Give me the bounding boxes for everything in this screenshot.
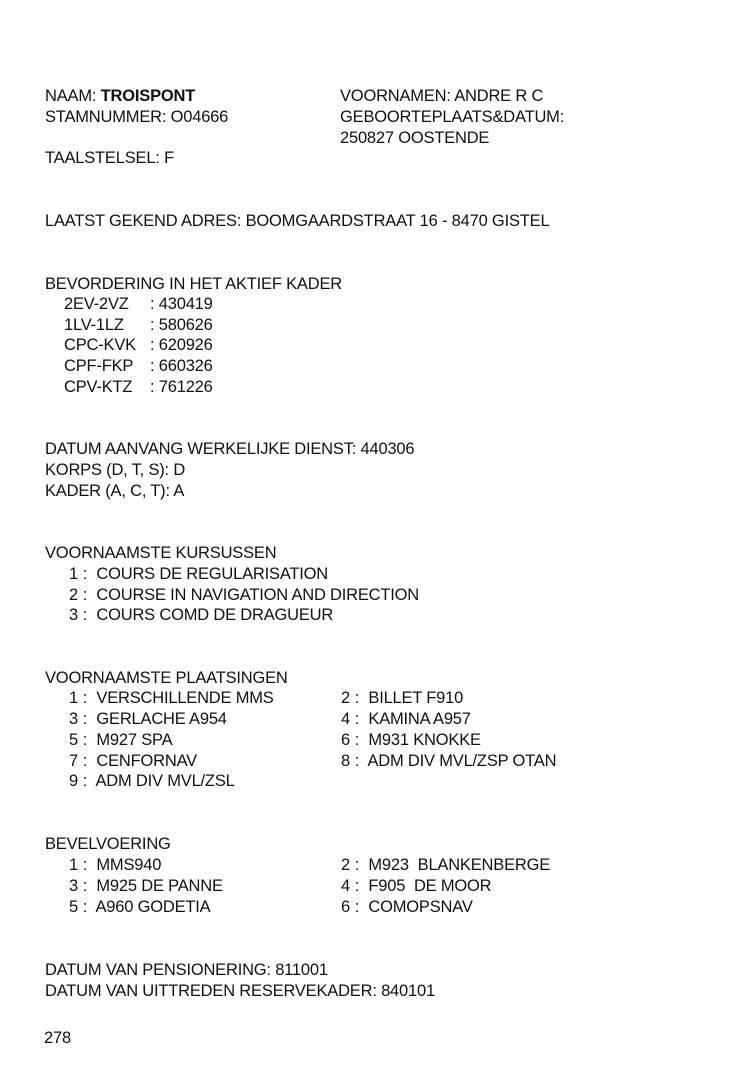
bevelvoering-item: 6: COMOPSNAV: [341, 898, 473, 916]
bevordering-item: 1LV-1LZ : 580626: [64, 316, 213, 334]
bevelvoering-item: 5: A960 GODETIA: [69, 898, 211, 916]
bevordering-date: 660326: [158, 357, 213, 375]
naam-label: NAAM:: [45, 87, 97, 105]
plaatsing-item: 5: M927 SPA: [69, 731, 173, 749]
plaatsing-item: 1: VERSCHILLENDE MMS: [69, 689, 274, 707]
geboorte-value: 250827 OOSTENDE: [340, 129, 490, 147]
bevordering-date: 761226: [158, 378, 213, 396]
bevordering-date: 580626: [158, 316, 213, 334]
bevordering-code: CPF-FKP: [64, 357, 134, 375]
bevordering-item: CPF-FKP : 660326: [64, 357, 213, 375]
page-number: 278: [44, 1029, 71, 1047]
plaatsing-item: 9: ADM DIV MVL/ZSL: [69, 772, 235, 790]
plaatsing-item: 6: M931 KNOKKE: [341, 731, 481, 749]
taalstelsel: TAALSTELSEL: F: [45, 149, 174, 167]
geboorte-label: GEBOORTEPLAATS&DATUM:: [340, 108, 565, 126]
bevelvoering-item: 4: F905 DE MOOR: [341, 877, 492, 895]
naam-line: [45, 86, 195, 106]
bevelvoering-heading: BEVELVOERING: [45, 835, 171, 853]
kursus-item: 3: COURS COMD DE DRAGUEUR: [69, 606, 334, 624]
bevordering-date: 430419: [158, 295, 213, 313]
kursus-item: 1: COURS DE REGULARISATION: [69, 565, 329, 583]
plaatsing-item: 2: BILLET F910: [341, 689, 464, 707]
bevordering-item: 2EV-2VZ : 430419: [64, 295, 213, 313]
stamnummer: STAMNUMMER: O04666: [45, 108, 229, 126]
plaatsing-item: 7: CENFORNAV: [69, 752, 197, 770]
plaatsing-item: 4: KAMINA A957: [341, 710, 471, 728]
bevordering-code: CPC-KVK: [64, 336, 136, 354]
bevordering-code: 1LV-1LZ: [64, 316, 124, 334]
bevordering-item: CPC-KVK : 620926: [64, 336, 213, 354]
uittreden: DATUM VAN UITTREDEN RESERVEKADER: 840101: [45, 982, 435, 1000]
kursus-text: COURS COMD DE DRAGUEUR: [96, 606, 334, 624]
bevordering-date: 620926: [158, 336, 213, 354]
dienst-aanvang: DATUM AANVANG WERKELIJKE DIENST: 440306: [45, 440, 415, 458]
kursus-text: COURSE IN NAVIGATION AND DIRECTION: [96, 586, 420, 604]
plaatsing-item: 3: GERLACHE A954: [69, 710, 227, 728]
kursussen-heading: VOORNAAMSTE KURSUSSEN: [45, 544, 277, 562]
voornamen: VOORNAMEN: ANDRE R C: [340, 87, 544, 105]
kader: KADER (A, C, T): A: [45, 482, 185, 500]
bevordering-code: 2EV-2VZ: [64, 295, 129, 313]
bevordering-item: CPV-KTZ : 761226: [64, 378, 213, 396]
plaatsingen-heading: VOORNAAMSTE PLAATSINGEN: [45, 669, 288, 687]
kursus-item: 2: COURSE IN NAVIGATION AND DIRECTION: [69, 586, 420, 604]
pensionering: DATUM VAN PENSIONERING: 811001: [45, 961, 328, 979]
plaatsing-item: 8: ADM DIV MVL/ZSP OTAN: [341, 752, 557, 770]
bevordering-heading: BEVORDERING IN HET AKTIEF KADER: [45, 275, 342, 293]
bevelvoering-item: 2: M923 BLANKENBERGE: [341, 856, 551, 874]
bevordering-code: CPV-KTZ: [64, 378, 133, 396]
korps: KORPS (D, T, S): D: [45, 461, 186, 479]
naam-value: TROISPONT: [100, 87, 196, 105]
bevelvoering-item: 3: M925 DE PANNE: [69, 877, 223, 895]
kursus-text: COURS DE REGULARISATION: [96, 565, 329, 583]
adres: LAATST GEKEND ADRES: BOOMGAARDSTRAAT 16 - 8470 GISTEL: [45, 212, 550, 230]
bevelvoering-item: 1: MMS940: [69, 856, 162, 874]
